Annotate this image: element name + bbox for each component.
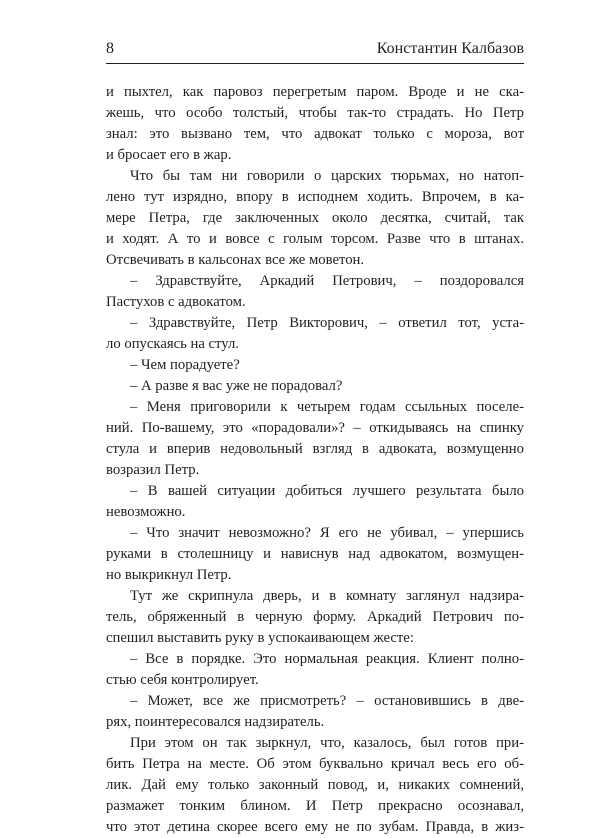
text-line: спешил выставить руку в успокаивающем жесте:	[106, 630, 414, 646]
text-line: жешь, что особо толстый, чтобы так-то страдать. Но Петр	[106, 105, 524, 121]
text-line: – Чем порадуете?	[130, 357, 240, 373]
text-line: невозможно.	[106, 504, 186, 520]
text-line: – Может, все же присмотреть? – остановившись в две-	[130, 693, 524, 709]
text-line: Пастухов с адвокатом.	[106, 294, 246, 310]
body-text	[106, 82, 524, 838]
text-line: лено тут изрядно, впору в исподнем ходить. Впрочем, в ка-	[106, 189, 524, 205]
text-line: Что бы там ни говорили о царских тюрьмах, но натоп-	[130, 168, 524, 184]
text-line: что этот детина скорее всего ему не по зубам. Правда, в жиз-	[106, 819, 524, 835]
text-line: – В вашей ситуации добиться лучшего результата было	[130, 483, 524, 499]
running-head-author: Константин Калбазов	[376, 40, 524, 57]
text-line: размажет тонким блином. И Петр прекрасно осознавал,	[106, 798, 524, 814]
text-line: бить Петра на месте. Об этом буквально кричал весь его об-	[106, 756, 524, 772]
text-line: – Что значит невозможно? Я его не убивал, – упершись	[130, 525, 524, 541]
text-line: Тут же скрипнула дверь, и в комнату заглянул надзира-	[130, 588, 524, 604]
text-line: стью себя контролирует.	[106, 672, 259, 688]
text-line: Отсвечивать в кальсонах все же моветон.	[106, 252, 365, 268]
page-header	[106, 30, 524, 65]
text-line: – Здравствуйте, Петр Викторович, – ответил тот, уста-	[130, 315, 524, 331]
text-line: и ходят. А то и вовсе с голым торсом. Разве что в штанах.	[106, 231, 524, 247]
text-line: тель, обряженный в черную форму. Аркадий Петрович по-	[106, 609, 524, 625]
text-line: стула и вперив недовольный взгляд в адвоката, возмущенно	[106, 441, 524, 457]
text-line: При этом он так зыркнул, что, казалось, был готов при-	[130, 735, 524, 751]
text-line: ний. По-вашему, это «порадовали»? – откидываясь на спинку	[106, 420, 524, 436]
text-line: мере Петра, где заключенных около десятка, считай, так	[106, 210, 524, 226]
text-line: но выкрикнул Петр.	[106, 567, 232, 583]
text-line: и пыхтел, как паровоз перегретым паром. Вроде и не ска-	[106, 84, 524, 100]
text-line: возразил Петр.	[106, 462, 200, 478]
text-line: и бросает его в жар.	[106, 147, 232, 163]
text-line: – Все в порядке. Это нормальная реакция. Клиент полно-	[130, 651, 524, 667]
text-line: – Меня приговорили к четырем годам ссыльных поселе-	[130, 399, 524, 415]
text-line: рях, поинтересовался надзиратель.	[106, 714, 325, 730]
text-line: – А разве я вас уже не порадовал?	[130, 378, 343, 394]
text-line: знал: это вызвано тем, что адвокат только с мороза, вот	[106, 126, 524, 142]
page-number: 8	[106, 40, 114, 57]
text-line: руками в столешницу и нависнув над адвокатом, возмущен-	[106, 546, 524, 562]
header-rule	[106, 63, 524, 64]
text-line: ло опускаясь на стул.	[106, 336, 239, 352]
text-line: – Здравствуйте, Аркадий Петрович, – поздоровался	[130, 273, 524, 289]
text-line: лик. Дай ему только законный повод, и, никаких сомнений,	[106, 777, 524, 793]
